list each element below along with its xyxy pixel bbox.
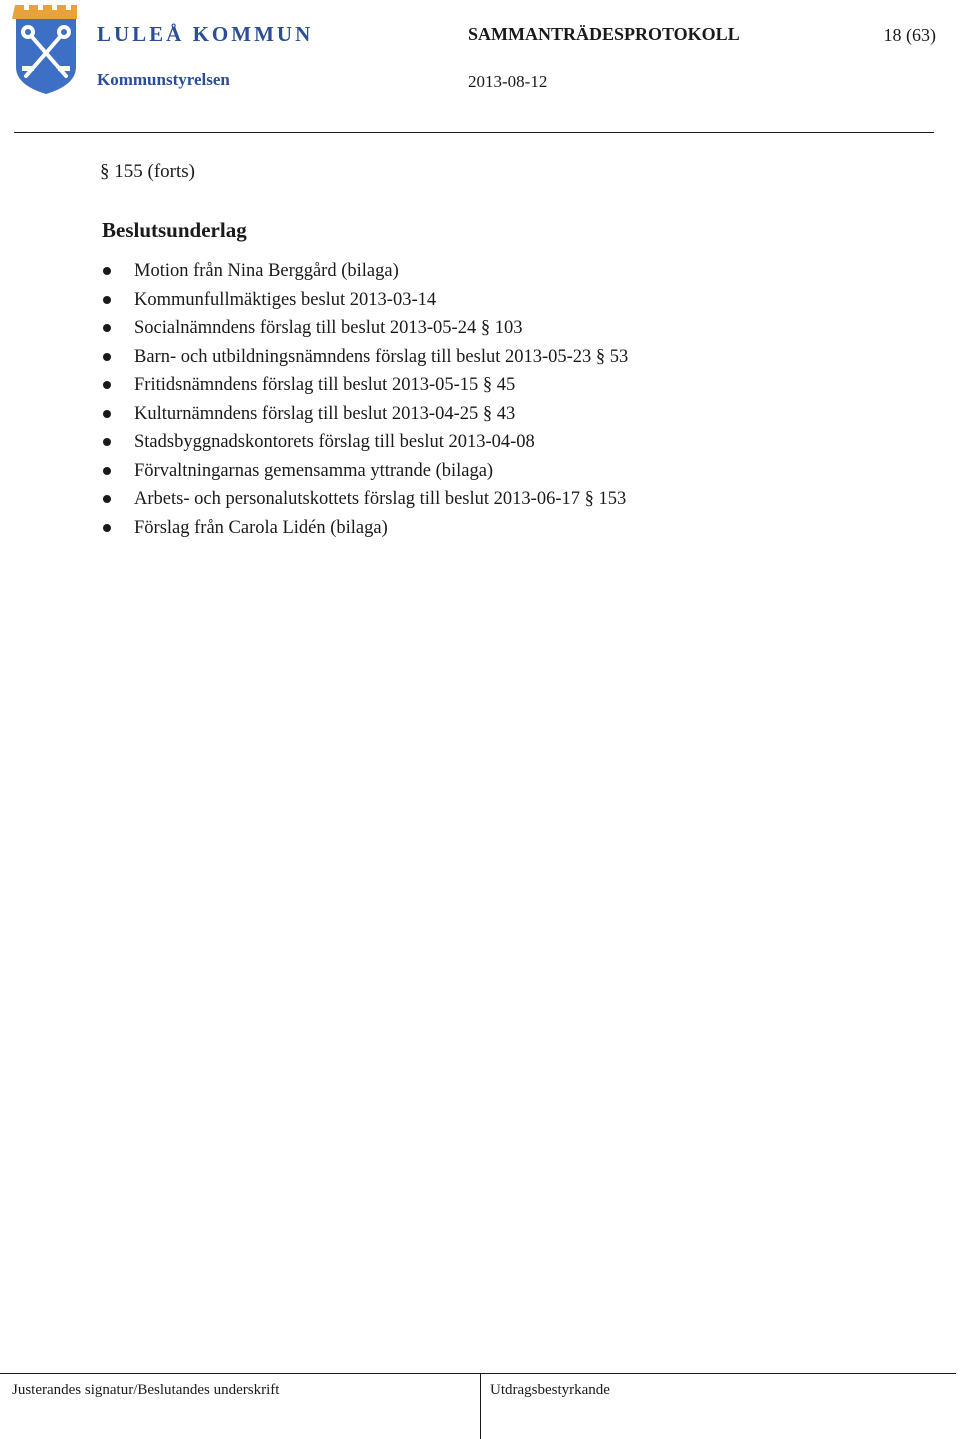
list-item bbox=[102, 514, 628, 543]
list-item-text: Förvaltningarnas gemensamma yttrande (bilaga) bbox=[134, 460, 494, 481]
list-item-text: Fritidsnämndens förslag till beslut 2013-05-15 § 45 bbox=[134, 375, 516, 395]
organization-unit: Kommunstyrelsen bbox=[97, 70, 230, 89]
list-item bbox=[102, 257, 628, 286]
list-item bbox=[102, 314, 628, 343]
coat-of-arms-icon bbox=[12, 2, 80, 96]
list-item bbox=[102, 286, 628, 315]
footer-column-divider bbox=[480, 1373, 481, 1439]
signature-footer bbox=[0, 1373, 960, 1439]
list-item-text: Socialnämndens förslag till beslut 2013-05-24 § 103 bbox=[134, 318, 523, 338]
list-item-text: Kulturnämndens förslag till beslut 2013-04-25 § 43 bbox=[134, 403, 516, 424]
page-number: 18 (63) bbox=[883, 25, 936, 45]
bullet-icon bbox=[103, 495, 111, 503]
header-divider bbox=[14, 132, 934, 133]
list-item-text: Motion från Nina Berggård (bilaga) bbox=[134, 261, 399, 281]
bullet-icon bbox=[103, 381, 111, 389]
list-item-text: Stadsbyggnadskontorets förslag till beslut 2013-04-08 bbox=[134, 432, 535, 452]
section-reference: § 155 (forts) bbox=[100, 161, 195, 182]
organization-name: LULEÅ KOMMUN bbox=[97, 22, 314, 46]
bullet-icon bbox=[103, 438, 111, 446]
list-item-text: Kommunfullmäktiges beslut 2013-03-14 bbox=[134, 289, 437, 310]
section-heading: Beslutsunderlag bbox=[102, 218, 247, 242]
document-list bbox=[102, 257, 628, 542]
bullet-icon bbox=[103, 296, 111, 304]
list-item bbox=[102, 428, 628, 457]
list-item bbox=[102, 371, 628, 400]
list-item bbox=[102, 400, 628, 429]
bullet-icon bbox=[103, 410, 111, 418]
document-date: 2013-08-12 bbox=[468, 72, 548, 91]
certification-label: Utdragsbestyrkande bbox=[490, 1382, 610, 1398]
list-item bbox=[102, 485, 628, 514]
list-item-text: Förslag från Carola Lidén (bilaga) bbox=[134, 517, 388, 538]
footer-divider bbox=[0, 1373, 956, 1374]
bullet-icon bbox=[103, 524, 111, 532]
list-item-text: Arbets- och personalutskottets förslag till beslut 2013-06-17 § 153 bbox=[134, 489, 627, 509]
bullet-icon bbox=[103, 267, 111, 275]
list-item bbox=[102, 343, 628, 372]
bullet-icon bbox=[103, 324, 111, 332]
bullet-icon bbox=[103, 353, 111, 361]
signature-label: Justerandes signatur/Beslutandes underskrift bbox=[12, 1382, 280, 1398]
document-type: SAMMANTRÄDESPROTOKOLL bbox=[468, 24, 740, 44]
bullet-icon bbox=[103, 467, 111, 475]
list-item bbox=[102, 457, 628, 486]
list-item-text: Barn- och utbildningsnämndens förslag till beslut 2013-05-23 § 53 bbox=[134, 346, 629, 367]
